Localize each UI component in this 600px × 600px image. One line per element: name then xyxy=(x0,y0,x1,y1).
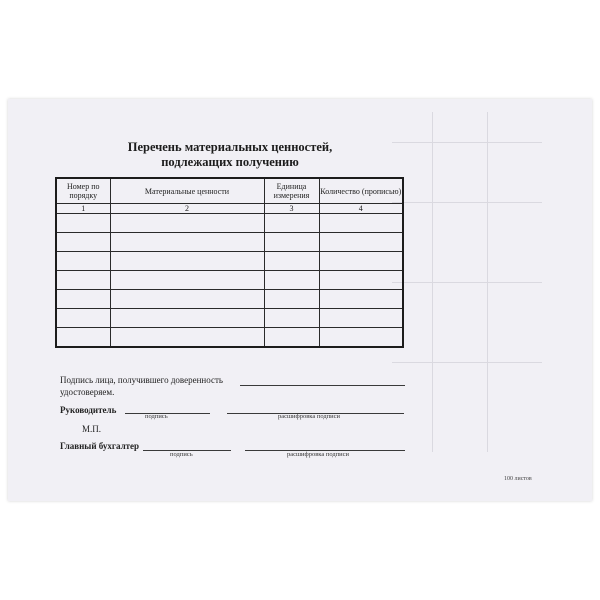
table-cell[interactable] xyxy=(56,290,110,309)
accountant-label: Главный бухгалтер xyxy=(60,441,140,451)
form-title-line1: Перечень материальных ценностей, xyxy=(127,140,333,154)
table-cell[interactable] xyxy=(56,252,110,271)
table-cell[interactable] xyxy=(264,214,319,233)
table-cell[interactable] xyxy=(264,328,319,348)
recipient-signature-line[interactable] xyxy=(240,385,405,386)
table-row[interactable] xyxy=(56,214,403,233)
table-cell[interactable] xyxy=(319,271,403,290)
bleed-through-panel xyxy=(392,112,542,452)
column-number-cell: 1 xyxy=(56,204,110,214)
stamp-label: М.П. xyxy=(82,424,102,434)
table-cell[interactable] xyxy=(264,271,319,290)
accountant-signature-caption: подпись xyxy=(170,451,193,458)
table-cell[interactable] xyxy=(264,290,319,309)
header-cell: Единица измерения xyxy=(264,178,319,204)
table-row[interactable] xyxy=(56,271,403,290)
head-decoding-caption: расшифровка подписи xyxy=(278,413,341,420)
table-cell[interactable] xyxy=(319,290,403,309)
certify-label: удостоверяем. xyxy=(60,387,115,397)
head-label: Руководитель xyxy=(60,405,117,415)
table-row[interactable] xyxy=(56,252,403,271)
table-header-row xyxy=(56,178,403,204)
table-cell[interactable] xyxy=(110,309,264,328)
header-cell: Количество (прописью) xyxy=(319,178,403,204)
table-cell[interactable] xyxy=(110,328,264,348)
table-cell[interactable] xyxy=(110,252,264,271)
table-row[interactable] xyxy=(56,233,403,252)
column-number-row xyxy=(56,204,403,214)
table-cell[interactable] xyxy=(110,271,264,290)
recipient-signature-label: Подпись лица, получившего доверенность xyxy=(60,375,223,385)
column-number-cell: 2 xyxy=(110,204,264,214)
table-cell[interactable] xyxy=(319,214,403,233)
header-cell: Материальные ценности xyxy=(110,178,264,204)
table-cell[interactable] xyxy=(110,290,264,309)
table-row[interactable] xyxy=(56,290,403,309)
sheets-count-note: 100 листов xyxy=(504,476,532,482)
table-cell[interactable] xyxy=(264,252,319,271)
materials-table xyxy=(55,177,404,348)
column-number-cell: 3 xyxy=(264,204,319,214)
table-cell[interactable] xyxy=(56,233,110,252)
table-cell[interactable] xyxy=(56,328,110,348)
table-cell[interactable] xyxy=(264,233,319,252)
table-cell[interactable] xyxy=(56,271,110,290)
table-cell[interactable] xyxy=(264,309,319,328)
table-row[interactable] xyxy=(56,328,403,348)
head-signature-caption: подпись xyxy=(145,413,168,420)
table-cell[interactable] xyxy=(319,328,403,348)
form-title xyxy=(100,140,360,170)
header-cell: Номер по порядку xyxy=(56,178,110,204)
form-title-line2: подлежащих получению xyxy=(161,155,299,169)
accountant-decoding-caption: расшифровка подписи xyxy=(287,451,350,458)
table-cell[interactable] xyxy=(319,309,403,328)
table-cell[interactable] xyxy=(56,309,110,328)
column-number-cell: 4 xyxy=(319,204,403,214)
table-cell[interactable] xyxy=(319,233,403,252)
table-cell[interactable] xyxy=(110,233,264,252)
table-row[interactable] xyxy=(56,309,403,328)
table-cell[interactable] xyxy=(110,214,264,233)
table-cell[interactable] xyxy=(319,252,403,271)
table-cell[interactable] xyxy=(56,214,110,233)
